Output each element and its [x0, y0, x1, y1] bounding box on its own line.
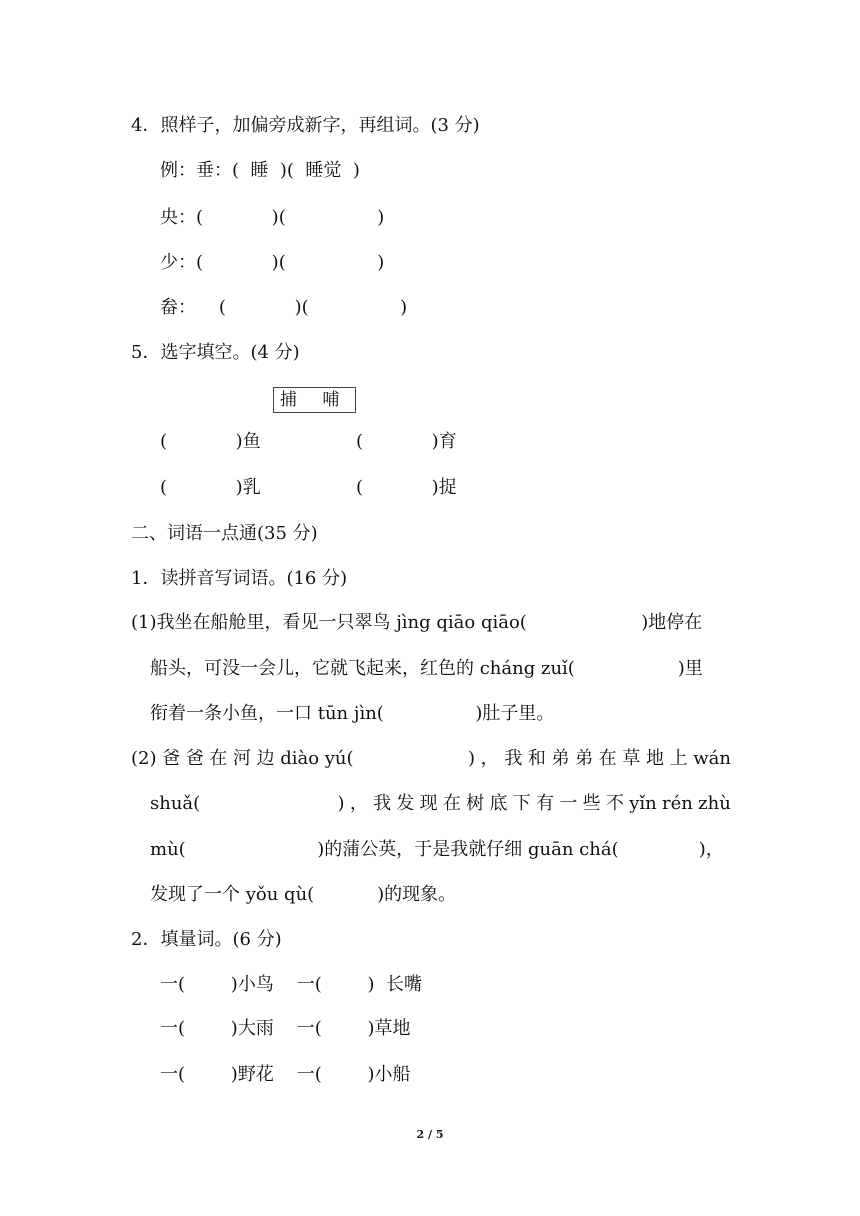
q5-blank-1: ( )鱼	[160, 431, 261, 452]
p2-token: 边	[256, 748, 275, 769]
measure-word-row-1: 一( )小鸟 一( ) 长嘴	[160, 974, 422, 995]
q4-title: 4．照样子，加偏旁成新字，再组词。(3 分)	[131, 115, 480, 136]
s2-p2-line-1	[131, 747, 731, 771]
p2-token: 弟	[551, 748, 570, 769]
p2-token: 在	[598, 748, 617, 769]
q5-title: 5．选字填空。(4 分)	[131, 342, 300, 363]
p2-token: 爸	[185, 748, 204, 769]
p2-token: 在	[442, 793, 461, 814]
p2-token: 不	[605, 793, 624, 814]
p2-token: shuǎ( )	[150, 793, 345, 814]
p2-token: rén	[662, 793, 693, 814]
p2-token: (2)	[131, 748, 157, 769]
measure-word-row-2: 一( )大雨 一( )草地	[160, 1018, 411, 1039]
p2-token: 底	[489, 793, 508, 814]
s2-p1-line-2: 船头，可没一会儿，它就飞起来，红色的 cháng zuǐ( )里	[150, 658, 703, 679]
p2-token: diào	[280, 748, 320, 769]
s2-q1-title: 1．读拼音写词语。(16 分)	[131, 568, 348, 589]
p2-token: 一	[559, 793, 578, 814]
q4-example: 例：垂：( 睡 )( 睡觉 )	[160, 160, 360, 181]
p2-token: 我	[373, 793, 392, 814]
s2-p2-line-4: 发现了一个 yǒu qù( )的现象。	[150, 884, 457, 905]
q5-blank-3: ( )乳	[160, 477, 261, 498]
section-2-title: 二、词语一点通(35 分)	[131, 523, 318, 544]
s2-q2-title: 2．填量词。(6 分)	[131, 929, 282, 950]
q5-blank-2: ( )育	[356, 431, 457, 452]
p2-token: ，	[349, 793, 368, 814]
p2-token: 和	[527, 748, 546, 769]
p2-token: 在	[209, 748, 228, 769]
p2-token: 弟	[575, 748, 594, 769]
q4-row-3: 畚： ( )( )	[160, 297, 408, 318]
p2-token: 树	[466, 793, 485, 814]
p2-token: 草	[622, 748, 641, 769]
q4-row-2: 少：( )( )	[160, 252, 385, 273]
p2-token: 我	[504, 748, 523, 769]
measure-word-row-3: 一( )野花 一( )小船	[160, 1064, 411, 1085]
p2-token: yǐn	[629, 793, 657, 814]
p2-token: 发	[396, 793, 415, 814]
p2-token: 有	[536, 793, 555, 814]
p2-token: yú( )	[324, 748, 475, 769]
s2-p1-line-1: (1)我坐在船舱里，看见一只翠鸟 jìng qiāo qiāo( )地停在	[131, 612, 703, 633]
p2-token: 地	[645, 748, 664, 769]
p2-token: 些	[582, 793, 601, 814]
q4-row-1: 央：( )( )	[160, 207, 385, 228]
p2-token: ，	[480, 748, 499, 769]
word-choice-box: 捕 哺	[273, 387, 356, 413]
p2-token: wán	[693, 748, 731, 769]
p2-token: 爸	[162, 748, 181, 769]
s2-p2-line-3: mù( )的蒲公英，于是我就仔细 guān chá( )，	[150, 839, 724, 860]
q5-blank-4: ( )捉	[356, 477, 457, 498]
p2-token: zhù	[698, 793, 731, 814]
s2-p2-line-2	[150, 792, 731, 816]
p2-token: 现	[419, 793, 438, 814]
p2-token: 上	[669, 748, 688, 769]
page-number: 2 / 5	[416, 1128, 444, 1141]
p2-token: 下	[512, 793, 531, 814]
s2-p1-line-3: 衔着一条小鱼，一口 tūn jìn( )肚子里。	[150, 703, 555, 724]
p2-token: 河	[233, 748, 251, 769]
